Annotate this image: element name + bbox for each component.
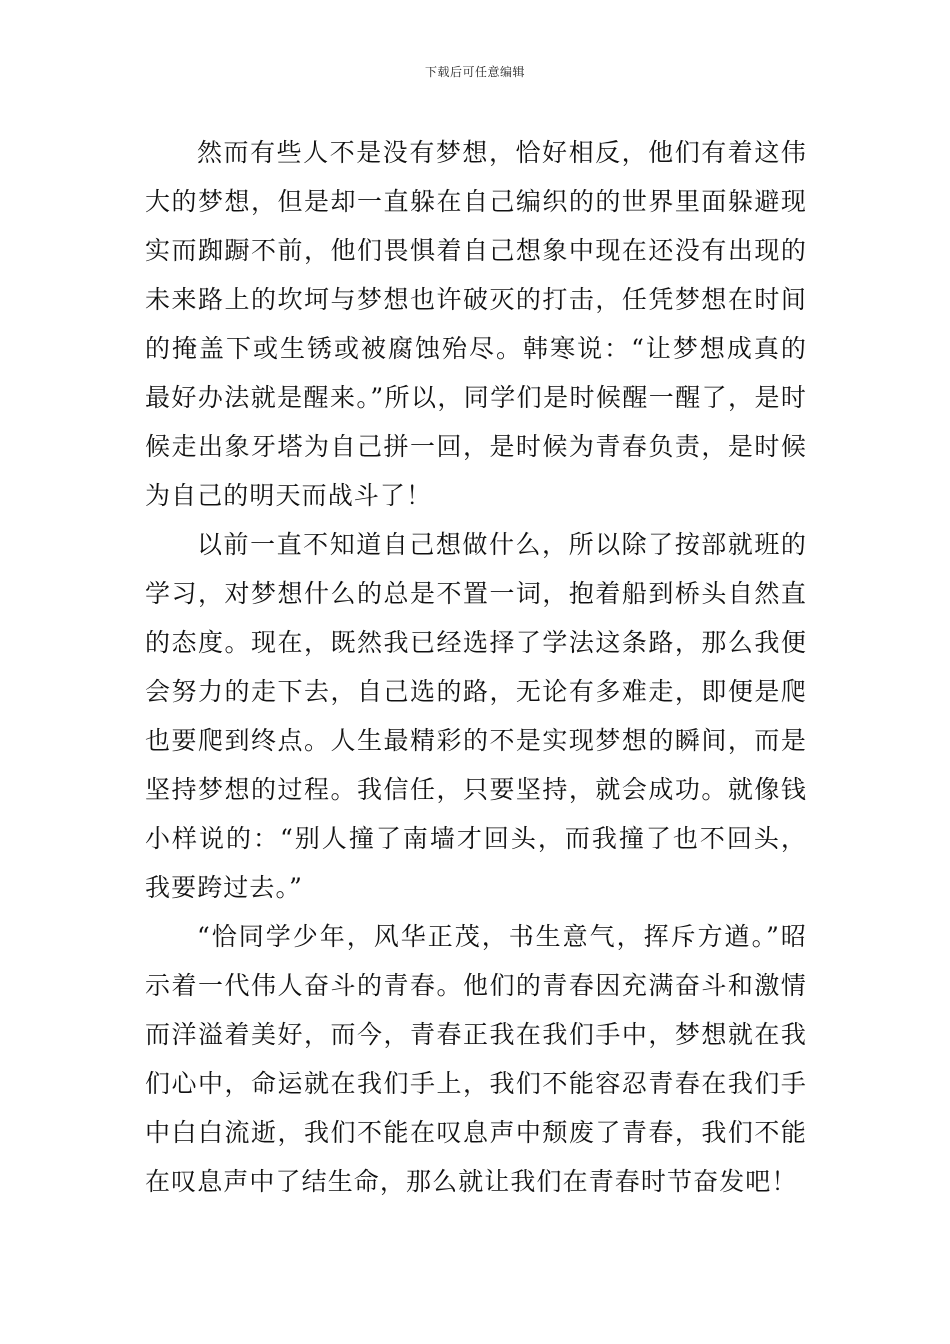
paragraph-1: 然而有些人不是没有梦想，恰好相反，他们有着这伟大的梦想，但是却一直躲在自己编织的的世界里面躲避现实而踟蹰不前，他们畏惧着自己想象中现在还没有出现的未来路上的坎坷与梦想也许破灭的打击，任凭梦想在时间的掩盖下或生锈或被腐蚀殆尽。韩寒说：“让梦想成真的最好办法就是醒来。”所以，同学们是时候醒一醒了，是时候走出象牙塔为自己拼一回，是时候为青春负责，是时候为自己的明天而战斗了！: [145, 138, 807, 510]
paragraph-3: “恰同学少年，风华正茂，书生意气，挥斥方遒。”昭示着一代伟人奋斗的青春。他们的青春因充满奋斗和激情而洋溢着美好，而今，青春正我在我们手中，梦想就在我们心中，命运就在我们手上，我们不能容忍青春在我们手中白白流逝，我们不能在叹息声中颓废了青春，我们不能在叹息声中了结生命，那么就让我们在青春时节奋发吧！: [145, 922, 807, 1196]
page-header: 下载后可任意编辑: [424, 65, 525, 79]
document-body: [145, 128, 807, 1206]
paragraph-2: 以前一直不知道自己想做什么，所以除了按部就班的学习，对梦想什么的总是不置一词，抱着船到桥头自然直的态度。现在，既然我已经选择了学法这条路，那么我便会努力的走下去，自己选的路，无论有多难走，即便是爬也要爬到终点。人生最精彩的不是实现梦想的瞬间，而是坚持梦想的过程。我信任，只要坚持，就会成功。就像钱小样说的：“别人撞了南墙才回头，而我撞了也不回头，我要跨过去。”: [145, 530, 807, 902]
